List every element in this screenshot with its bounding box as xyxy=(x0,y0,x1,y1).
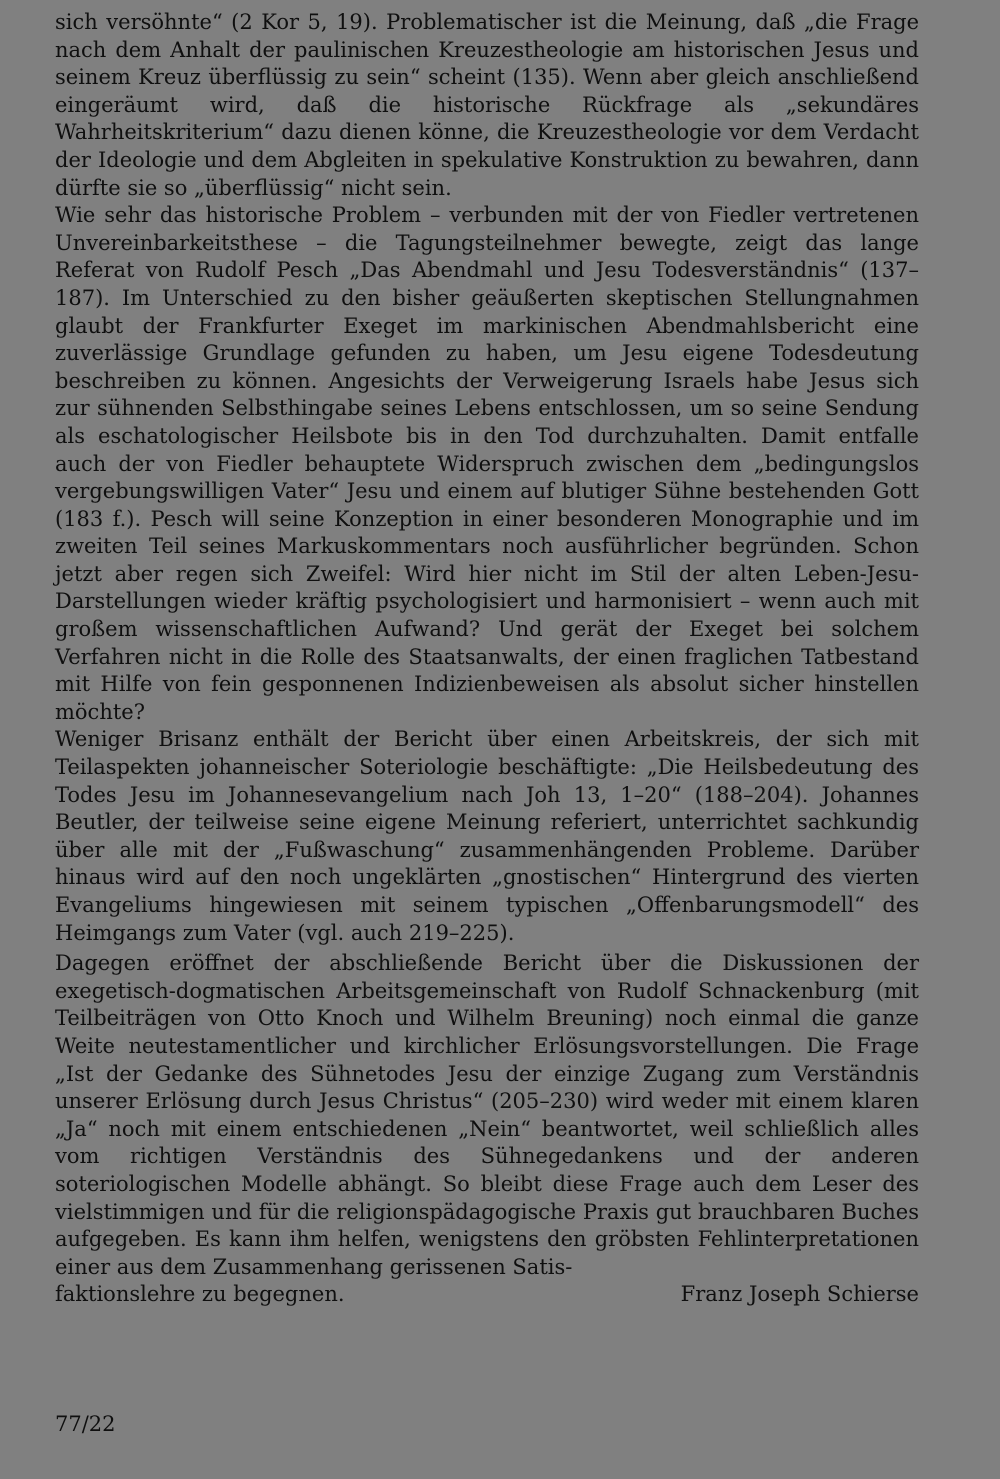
paragraph-johanneische-soteriologie: Weniger Brisanz enthält der Bericht über einen Arbeitskreis, der sich mit Teilaspekten johanneischer Soteriologie beschäftigte: „Die Heilsbedeutung des Todes Jesu im Johannesevangelium nach Joh 13, 1–20“ (188–204). Johannes Beutler, der teilweise seine eigene Meinung referiert, unterrichtet sachkundig über alle mit der „Fußwaschung“ zusammenhängenden Probleme. Darüber hinaus wird auf den noch ungeklärten „gnostischen“ Hintergrund des vierten Evangeliums hingewiesen mit seinem typischen „Offenbarungsmodell“ des Heimgangs zum Vater (vgl. auch 219–225). xyxy=(55,727,919,945)
closing-line xyxy=(55,1281,919,1309)
paragraph-pesch-abendmahl: Wie sehr das historische Problem – verbunden mit der von Fiedler vertretenen Unvereinbarkeitsthese – die Tagungsteilnehmer bewegte, zeigt das lange Referat von Rudolf Pesch „Das Abendmahl und Jesu Todesverständnis“ (137–187). Im Unterschied zu den bisher geäußerten skeptischen Stellungnahmen glaubt der Frankfurter Exeget im markinischen Abendmahlsbericht eine zuverlässige Grundlage gefunden zu haben, um Jesu eigene Todesdeutung beschreiben zu können. Angesichts der Verweigerung Israels habe Jesus sich zur sühnenden Selbsthingabe seines Lebens entschlossen, um so seine Sendung als eschatologischer Heilsbote bis in den Tod durchzuhalten. Damit entfalle auch der von Fiedler behauptete Widerspruch zwischen dem „bedingungslos vergebungswilligen Vater“ Jesu und einem auf blutiger Sühne bestehenden Gott (183 f.). Pesch will seine Konzeption in einer besonderen Monographie und im zweiten Teil seines Markuskommentars noch ausführlicher begründen. Schon jetzt aber regen sich Zweifel: Wird hier nicht im Stil der alten Leben-Jesu-Darstellungen wieder kräftig psychologisiert und harmonisiert – wenn auch mit großem wissenschaftlichen Aufwand? Und gerät der Exeget bei solchem Verfahren nicht in die Rolle des Staatsanwalts, der einen fraglichen Tatbestand mit Hilfe von fein gesponnenen Indizienbeweisen als absolut sicher hinstellen möchte? xyxy=(55,203,919,724)
author-signature: Franz Joseph Schierse xyxy=(680,1282,919,1307)
paragraph-arbeitsgemeinschaft: Dagegen eröffnet der abschließende Bericht über die Diskussionen der exegetisch-dogmatischen Arbeitsgemeinschaft von Rudolf Schnackenburg (mit Teilbeiträgen von Otto Knoch und Wilhelm Breuning) noch einmal die ganze Weite neutestamentlicher und kirchlicher Erlösungsvorstellungen. Die Frage „Ist der Gedanke des Sühnetodes Jesu der einzige Zugang zum Verständnis unserer Erlösung durch Jesus Christus“ (205–230) wird weder mit einem klaren „Ja“ noch mit einem entschiedenen „Nein“ beantwortet, weil schließlich alles vom richtigen Verständnis des Sühnegedankens und der anderen soteriologischen Modelle abhängt. So bleibt diese Frage auch dem Leser des vielstimmigen und für die religionspädagogische Praxis gut brauchbaren Buches aufgegeben. Es kann ihm helfen, wenigstens den gröbsten Fehlinterpretationen einer aus dem Zusammenhang gerissenen Satis- xyxy=(55,951,919,1279)
page-number: 77/22 xyxy=(55,1412,116,1436)
paragraph-kreuzestheologie: sich versöhnte“ (2 Kor 5, 19). Problematischer ist die Meinung, daß „die Frage nach dem Anhalt der paulinischen Kreuzestheologie am historischen Jesus und seinem Kreuz überflüssig zu sein“ scheint (135). Wenn aber gleich anschließend eingeräumt wird, daß die historische Rückfrage als „sekundäres Wahrheitskriterium“ dazu dienen könne, die Kreuzestheologie vor dem Verdacht der Ideologie und dem Abgleiten in spekulative Konstruktion zu bewahren, dann dürfte sie so „überflüssig“ nicht sein. xyxy=(55,10,919,200)
review-text-body xyxy=(55,9,919,1309)
closing-text: faktionslehre zu begegnen. xyxy=(55,1282,345,1307)
